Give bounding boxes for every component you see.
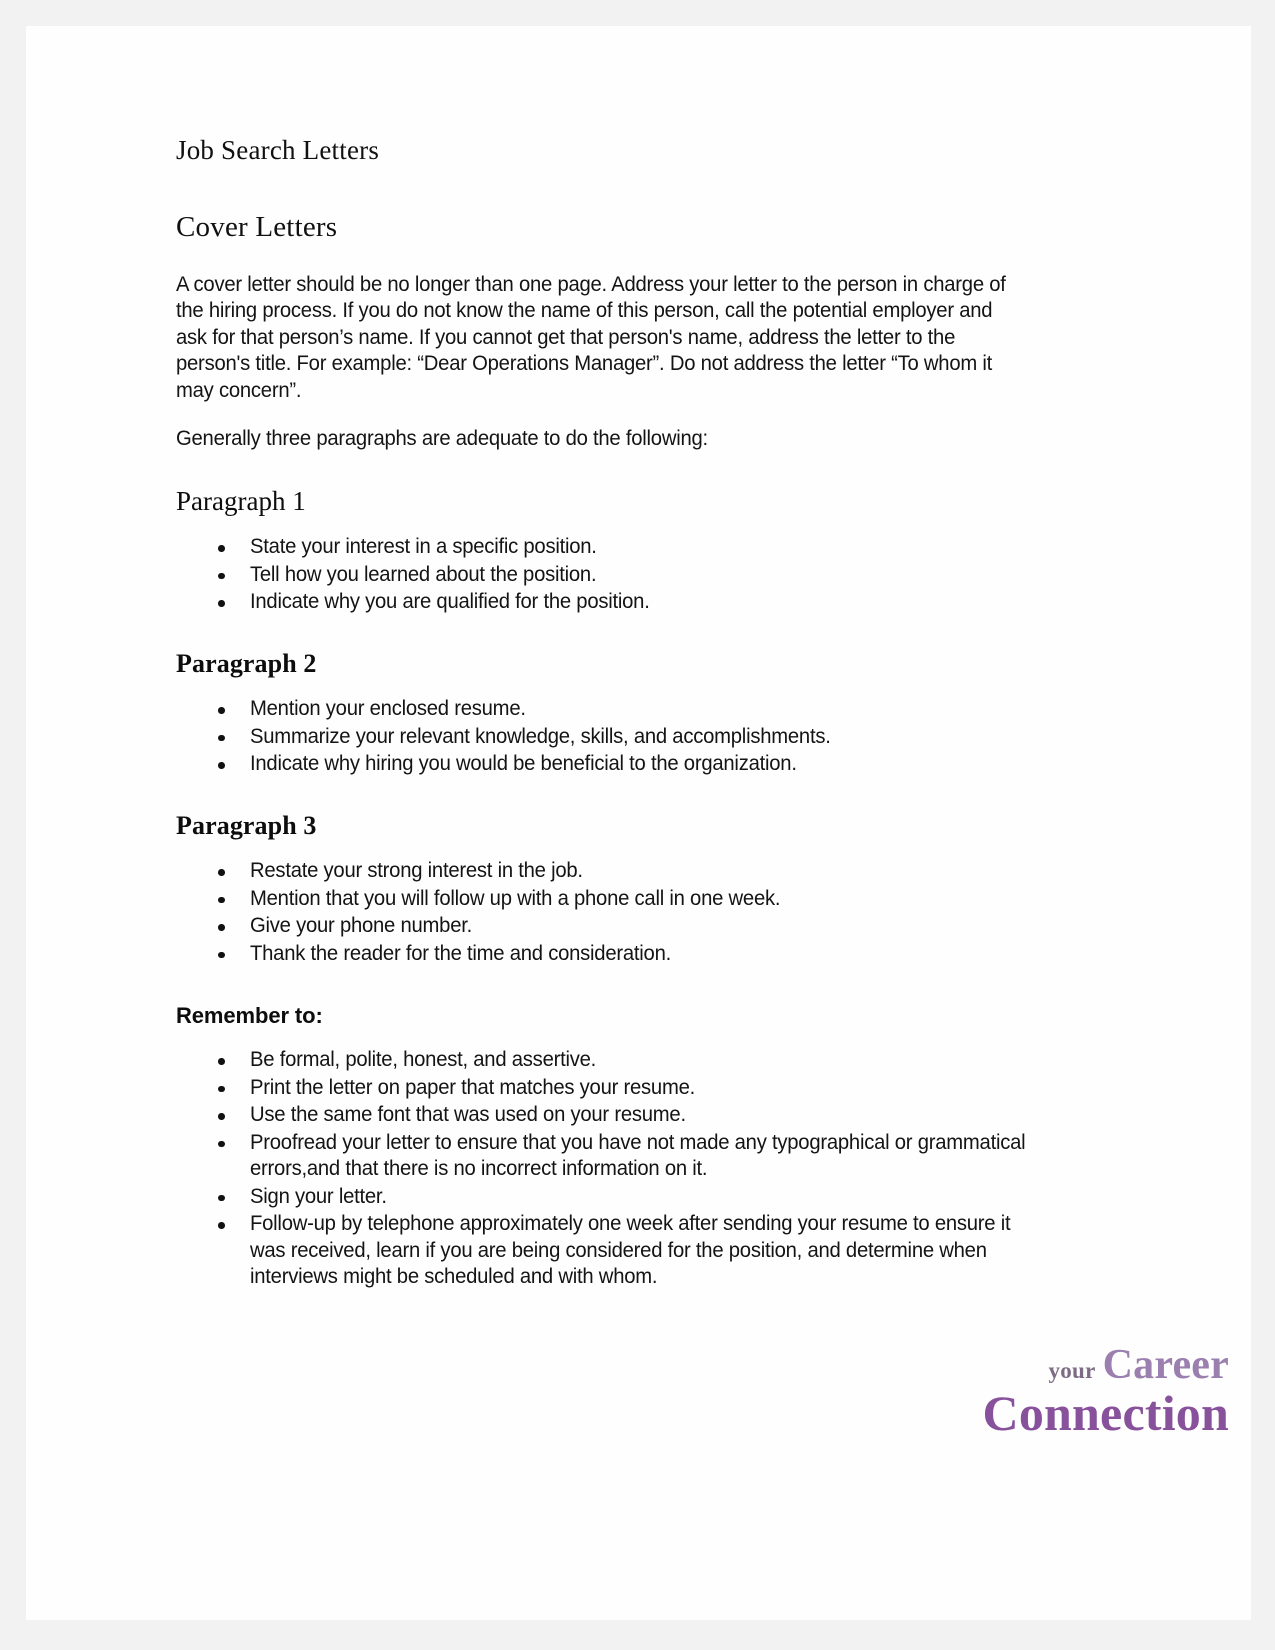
list-item-text: Tell how you learned about the position. [250, 562, 597, 586]
list-item-text: Indicate why hiring you would be beneficial to the organization. [250, 752, 797, 776]
logo-word-connection: Connection [982, 1385, 1229, 1441]
heading-remember-to: Remember to: [176, 1003, 323, 1029]
list-item [176, 724, 1056, 751]
bullet-list-remember-to [176, 1047, 1056, 1291]
heading-paragraph-2: Paragraph 2 [176, 648, 317, 678]
heading-paragraph-3: Paragraph 3 [176, 810, 317, 840]
list-item-text: Use the same font that was used on your resume. [250, 1103, 686, 1127]
list-item-text: Follow-up by telephone approximately one week after sending your resume to ensure it was received, learn if you are being considered for the position, and determine when interviews might be scheduled and with whom. [250, 1212, 1011, 1289]
list-item-text: State your interest in a specific position. [250, 535, 597, 559]
section-title-cover-letters: Cover Letters [176, 210, 338, 243]
list-item-text: Give your phone number. [250, 914, 473, 938]
list-item-text: Print the letter on paper that matches your resume. [250, 1075, 696, 1099]
list-item [176, 751, 1056, 778]
list-item [176, 1184, 1056, 1211]
logo-line-one [983, 1344, 1229, 1386]
list-item [176, 1130, 1056, 1183]
list-item-text: Mention that you will follow up with a phone call in one week. [250, 886, 781, 910]
bullet-list-paragraph-3 [176, 858, 1056, 967]
list-item-text: Restate your strong interest in the job. [250, 859, 583, 883]
list-item [176, 941, 1056, 968]
list-item [176, 562, 1056, 589]
list-item [176, 886, 1056, 913]
scan-edge-right [1251, 0, 1275, 1650]
list-item [176, 589, 1056, 616]
list-item-text: Be formal, polite, honest, and assertive. [250, 1048, 597, 1072]
lead-in-paragraph: Generally three paragraphs are adequate to do the following: [176, 427, 708, 451]
document-content [176, 136, 1056, 1295]
list-item-text: Indicate why you are qualified for the position. [250, 590, 650, 614]
scan-edge-top [0, 0, 1275, 26]
list-item [176, 1211, 1056, 1291]
list-item [176, 858, 1056, 885]
list-item [176, 534, 1056, 561]
list-item-text: Thank the reader for the time and consideration. [250, 941, 671, 965]
list-item [176, 1075, 1056, 1102]
scan-edge-left [0, 0, 26, 1650]
heading-paragraph-1: Paragraph 1 [176, 485, 306, 516]
logo-word-your: your [1048, 1358, 1096, 1383]
document-title: Job Search Letters [176, 135, 380, 165]
career-connection-logo [982, 1342, 1229, 1441]
list-item-text: Sign your letter. [250, 1184, 387, 1208]
bullet-list-paragraph-1 [176, 534, 1056, 616]
scan-edge-bottom [0, 1620, 1275, 1650]
logo-word-career: Career [1102, 1342, 1229, 1388]
list-item-text: Mention your enclosed resume. [250, 697, 526, 721]
list-item [176, 1047, 1056, 1074]
list-item [176, 1102, 1056, 1129]
list-item-text: Proofread your letter to ensure that you have not made any typographical or grammatical errors,and that there is no incorrect information on it. [250, 1130, 1026, 1181]
list-item [176, 913, 1056, 940]
intro-paragraph: A cover letter should be no longer than one page. Address your letter to the person in charge of the hiring process. If you do not know the name of this person, call the potential employer and ask for that person’s name. If you cannot get that person's name, address the letter to the person's title. For example: “Dear Operations Manager”. Do not address the letter “To whom it may concern”. [176, 272, 1006, 402]
bullet-list-paragraph-2 [176, 696, 1056, 778]
list-item-text: Summarize your relevant knowledge, skills, and accomplishments. [250, 724, 831, 748]
list-item [176, 696, 1056, 723]
